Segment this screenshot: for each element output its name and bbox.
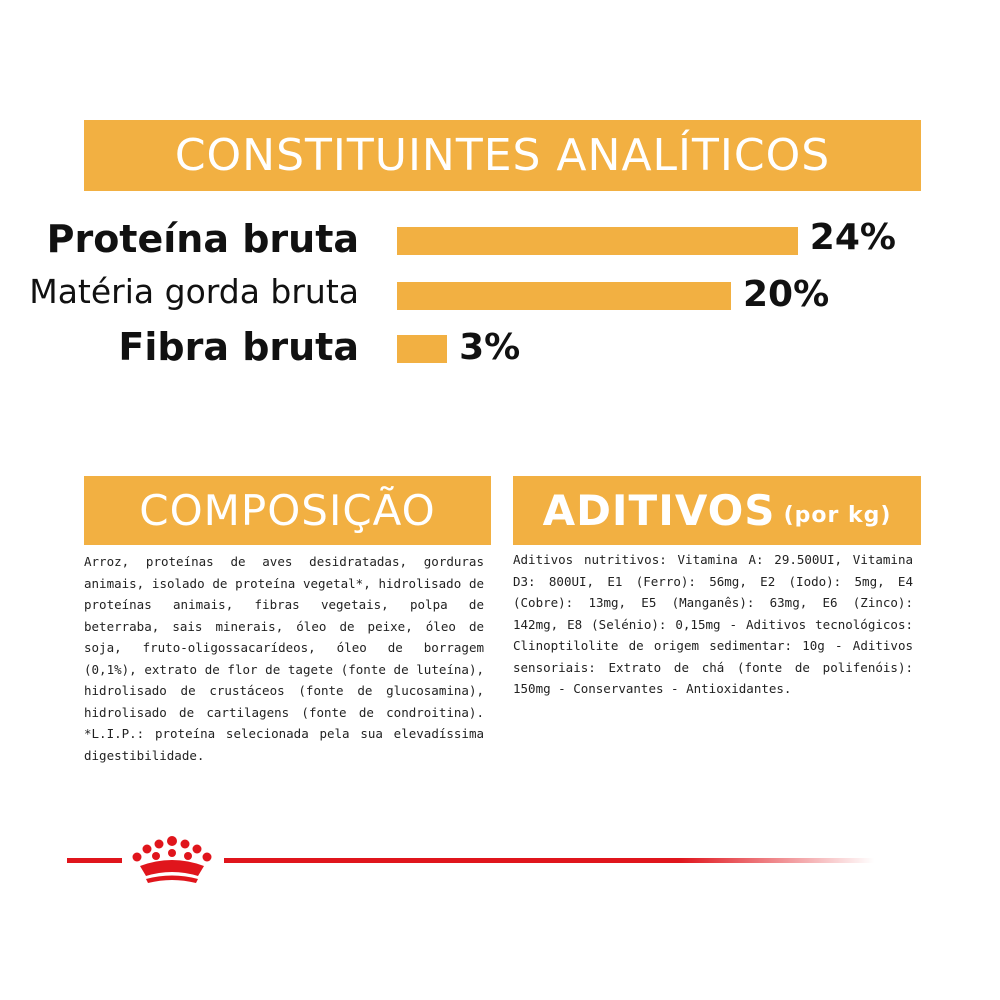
additives-title-banner [513, 476, 921, 545]
analytics-row-value: 20% [743, 274, 830, 315]
analytics-row-value: 3% [459, 327, 521, 368]
additives-text: Aditivos nutritivos: Vitamina A: 29.500UI, Vitamina D3: 800UI, E1 (Ferro): 56mg, E2 (Iodo): 5mg, E4 (Cobre): 13mg, E5 (Manganês): 63mg, E6 (Zinco): 142mg, E8 (Selénio): 0,15mg - Aditivos tecnológicos: Clinoptilolite de origem sedimentar: 10g - Aditivos sensoriais: Extrato de chá (fonte de polifenóis): 150mg - Conservantes - Antioxidantes. [513, 552, 913, 696]
analytics-row-label: Proteína bruta [46, 217, 359, 261]
composition-text: Arroz, proteínas de aves desidratadas, gorduras animais, isolado de proteína vegetal*, hidrolisado de proteínas animais, fibras vegetais, polpa de beterraba, sais minerais, óleo de peixe, óleo de soja, fruto-oligossacarídeos, óleo de borragem (0,1%), extrato de flor de tagete (fonte de luteína), hidrolisado de crustáceos (fonte de glucosamina), hidrolisado de cartilagens (fonte de condroitina). *L.I.P.: proteína selecionada pela sua elevadíssima digestibilidade. [84, 554, 484, 763]
analytics-bar [397, 335, 447, 363]
composition-title-banner [84, 476, 491, 545]
brand-divider-left [67, 858, 122, 863]
analytics-bar [397, 227, 798, 255]
composition-title: COMPOSIÇÃO [139, 486, 436, 535]
analytics-row-value: 24% [809, 217, 896, 258]
analytics-row-fiber [0, 325, 1000, 375]
royal-crown-icon [126, 832, 218, 888]
additives-title-suffix: (por kg) [783, 503, 892, 528]
analytics-row-label: Fibra bruta [118, 325, 359, 369]
analytics-row-fat [0, 272, 1000, 322]
analytics-row-label: Matéria gorda bruta [29, 272, 359, 311]
analytics-title-banner [84, 120, 921, 191]
analytics-row-protein [0, 217, 1000, 267]
analytics-bar [397, 282, 731, 310]
analytics-title: CONSTITUINTES ANALÍTICOS [174, 130, 831, 181]
additives-title: ADITIVOS [542, 486, 776, 535]
brand-divider-right [224, 858, 874, 863]
